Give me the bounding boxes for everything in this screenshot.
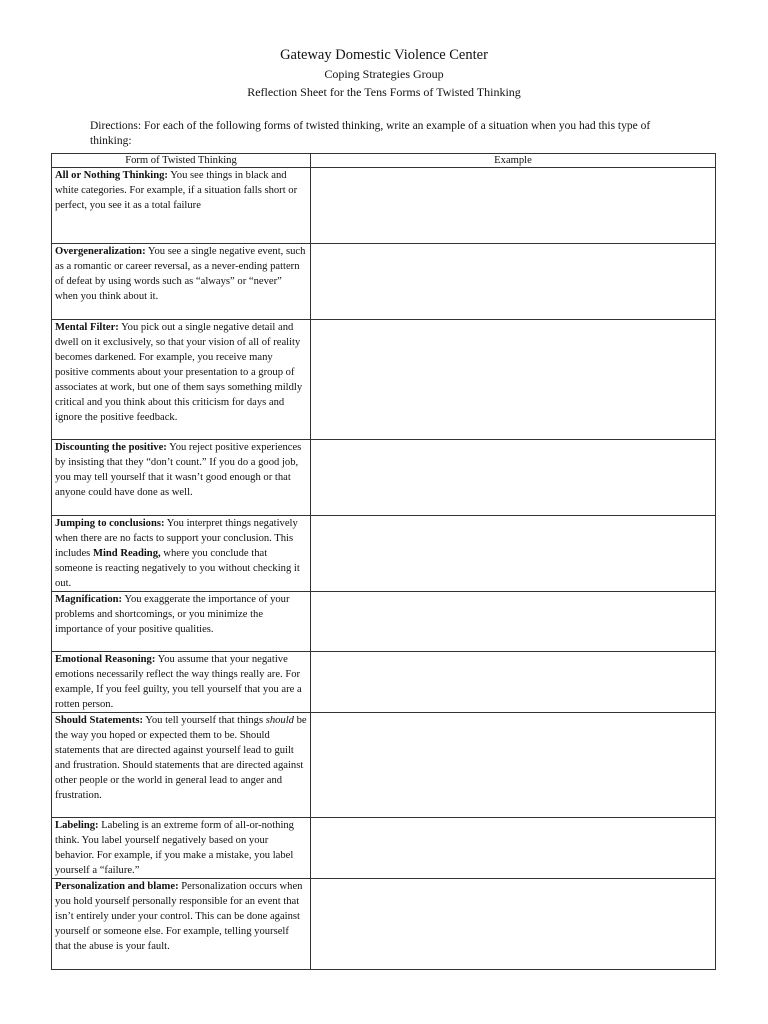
table-row bbox=[52, 713, 716, 818]
form-term: Should Statements: bbox=[55, 715, 143, 726]
form-term: Emotional Reasoning: bbox=[55, 654, 156, 665]
example-cell[interactable] bbox=[311, 652, 716, 713]
form-description: You tell yourself that things bbox=[143, 715, 266, 726]
form-cell bbox=[52, 818, 311, 879]
form-cell bbox=[52, 168, 311, 244]
form-description-continued: where you conclude that someone is reacting negatively to you without checking it out. bbox=[55, 548, 300, 589]
form-description: You interpret things negatively when there are no facts to support your conclusion. This includes bbox=[55, 518, 298, 559]
form-description: You assume that your negative emotions necessarily reflect the way things really are. For example, If you feel guilty, you tell yourself that you are a rotten person. bbox=[55, 654, 302, 710]
form-term: Personalization and blame: bbox=[55, 881, 179, 892]
table-row bbox=[52, 320, 716, 440]
document-subtitle-2: Reflection Sheet for the Tens Forms of Twisted Thinking bbox=[247, 85, 521, 99]
form-term: All or Nothing Thinking: bbox=[55, 170, 168, 181]
example-cell[interactable] bbox=[311, 320, 716, 440]
directions-text: Directions: For each of the following forms of twisted thinking, write an example of a situation when you had this type of thinking: bbox=[90, 120, 651, 147]
table-row bbox=[52, 516, 716, 592]
form-description: You exaggerate the importance of your problems and shortcomings, or you minimize the importance of your positive qualities. bbox=[55, 594, 290, 635]
table-row bbox=[52, 652, 716, 713]
form-cell bbox=[52, 592, 311, 652]
example-cell[interactable] bbox=[311, 244, 716, 320]
form-term: Mental Filter: bbox=[55, 322, 119, 333]
table-row bbox=[52, 592, 716, 652]
example-cell[interactable] bbox=[311, 516, 716, 592]
form-description: You see a single negative event, such as a romantic or career reversal, as a never-ending pattern of defeat by using words such as “always” or “never” when you think about it. bbox=[55, 246, 306, 302]
form-cell bbox=[52, 244, 311, 320]
form-description: Personalization occurs when you hold yourself personally responsible for an event that isn’t entirely under your control. This can be done against yourself or someone else. For example, telling yourself that the abuse is your fault. bbox=[55, 881, 303, 952]
form-cell bbox=[52, 713, 311, 818]
table-header-row bbox=[52, 154, 716, 168]
form-term: Jumping to conclusions: bbox=[55, 518, 165, 529]
form-term: Labeling: bbox=[55, 820, 99, 831]
example-cell[interactable] bbox=[311, 592, 716, 652]
column-header-example: Example bbox=[311, 154, 716, 168]
form-cell bbox=[52, 516, 311, 592]
form-cell bbox=[52, 879, 311, 970]
example-cell[interactable] bbox=[311, 713, 716, 818]
example-cell[interactable] bbox=[311, 818, 716, 879]
form-description: You see things in black and white categories. For example, if a situation falls short or perfect, you see it as a total failure bbox=[55, 170, 298, 211]
form-description: You reject positive experiences by insisting that they “don’t count.” If you do a good job, you may tell yourself that it wasn’t good enough or that anyone could have done as well. bbox=[55, 442, 302, 498]
example-cell[interactable] bbox=[311, 879, 716, 970]
column-header-form: Form of Twisted Thinking bbox=[52, 154, 311, 168]
form-description: You pick out a single negative detail and dwell on it exclusively, so that your vision of all of reality becomes darkened. For example, you receive many positive comments about your presentation to a group of associates at work, but one of them says something mildly critical and you think about this criticism for days and ignore the positive feedback. bbox=[55, 322, 303, 423]
table-row bbox=[52, 818, 716, 879]
form-cell bbox=[52, 440, 311, 516]
twisted-thinking-table bbox=[51, 153, 716, 970]
form-emphasis: should bbox=[265, 715, 294, 726]
document-title: Gateway Domestic Violence Center bbox=[280, 47, 488, 63]
table-row bbox=[52, 879, 716, 970]
form-term: Discounting the positive: bbox=[55, 442, 167, 453]
table-row bbox=[52, 168, 716, 244]
form-description: Labeling is an extreme form of all-or-nothing think. You label yourself negatively based on your behavior. For example, if you make a mistake, you label yourself a “failure.” bbox=[55, 820, 294, 876]
table-row bbox=[52, 244, 716, 320]
form-cell bbox=[52, 320, 311, 440]
form-term-secondary: Mind Reading, bbox=[92, 548, 161, 559]
table-row bbox=[52, 440, 716, 516]
form-cell bbox=[52, 652, 311, 713]
form-description-continued: be the way you hoped or expected them to be. Should statements that are directed against yourself lead to guilt and frustration. Should statements that are directed against other people or the world in general lead to anger and frustration. bbox=[55, 715, 307, 801]
example-cell[interactable] bbox=[311, 168, 716, 244]
example-cell[interactable] bbox=[311, 440, 716, 516]
form-term: Overgeneralization: bbox=[55, 246, 146, 257]
document-subtitle: Coping Strategies Group bbox=[324, 67, 444, 81]
form-term: Magnification: bbox=[55, 594, 123, 605]
